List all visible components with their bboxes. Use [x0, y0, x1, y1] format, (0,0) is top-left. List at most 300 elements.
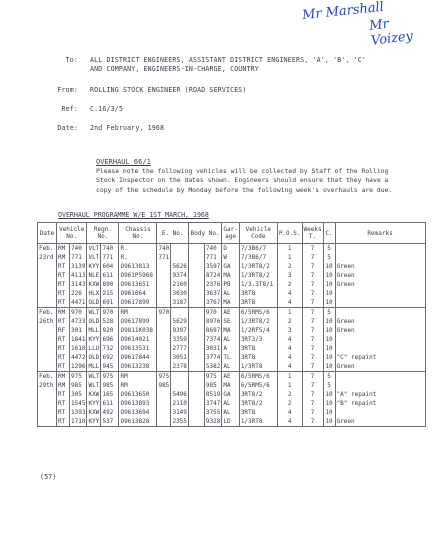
cell-weeks-t: 7	[302, 399, 323, 408]
cell-veh-num: 1545	[71, 400, 86, 407]
cell-garage: SE	[222, 317, 239, 326]
cell-e-num: 2355	[172, 418, 187, 425]
cell-body-prefix	[188, 253, 204, 262]
table-row	[38, 298, 426, 308]
cell-e-num: 5496	[172, 391, 187, 398]
cell-weeks-t: 7	[302, 417, 323, 427]
handwritten-name-2: Mr Voizey	[368, 16, 414, 49]
cell-remarks	[335, 308, 425, 318]
overhaul-table	[37, 222, 426, 427]
cell-weeks-c: 10	[323, 271, 335, 280]
cell-veh-num: 4113	[71, 272, 86, 279]
cell-remarks	[335, 372, 425, 382]
cell-chassis: RM	[119, 308, 157, 318]
cell-vehicle-code: 3RT3/3	[239, 335, 277, 344]
cell-e-num: 3030	[172, 290, 187, 297]
cell-regn-prefix: KYY	[88, 400, 100, 407]
cell-regn-num: 696	[101, 335, 119, 344]
cell-vehicle-code: 7/3B6/7	[239, 244, 277, 254]
cell-e-num: 5629	[172, 318, 187, 325]
cell-remarks	[335, 289, 425, 298]
cell-regn-prefix: HLX	[88, 290, 100, 297]
cell-garage: A	[222, 344, 239, 353]
cell-regn-prefix: OLD	[88, 299, 100, 306]
cell-chassis: R.	[119, 244, 157, 254]
cell-remarks	[335, 408, 425, 417]
cell-body-prefix	[188, 271, 204, 280]
cell-regn-num: 740	[101, 244, 119, 254]
table-row	[38, 253, 426, 262]
cell-e-prefix	[157, 317, 171, 326]
cell-weeks-c: 5	[323, 253, 335, 262]
cell-remarks: "A" repaint	[335, 390, 425, 399]
cell-chassis: O9613813	[119, 262, 157, 271]
cell-body-prefix	[188, 308, 204, 318]
cell-chassis: RM	[119, 372, 157, 382]
table-row	[38, 344, 426, 353]
cell-veh-type: RT	[57, 390, 70, 399]
table-body	[38, 244, 426, 427]
cell-pos: 1	[277, 372, 302, 382]
cell-regn-num: 611	[101, 399, 119, 408]
cell-weeks-t: 7	[302, 308, 323, 318]
cell-regn-prefix: KYY	[88, 418, 100, 425]
date-label: Date:	[57, 124, 78, 132]
cell-garage: AL	[222, 408, 239, 417]
cell-regn-prefix: KYY	[88, 336, 100, 343]
cell-garage: LD	[222, 417, 239, 427]
cell-weeks-t: 7	[302, 253, 323, 262]
cell-chassis: O9617899	[119, 317, 157, 326]
cell-chassis: O9613238	[119, 362, 157, 372]
cell-veh-num: 305	[70, 390, 87, 399]
cell-weeks-t: 7	[302, 271, 323, 280]
cell-body-num: 3755	[205, 409, 221, 416]
cell-weeks-c: 10	[323, 362, 335, 372]
cell-regn-num: 492	[101, 408, 119, 417]
table-row	[38, 408, 426, 417]
cell-weeks-c: 10	[323, 298, 335, 308]
cell-veh-type: RM	[57, 372, 70, 382]
cell-weeks-c: 10	[323, 399, 335, 408]
cell-body-prefix	[188, 362, 204, 372]
cell-chassis: O9613828	[119, 417, 157, 427]
cell-body-num: 8724	[205, 272, 221, 279]
cell-regn-prefix: KXW	[88, 409, 100, 416]
table-row	[38, 244, 426, 254]
table-row	[38, 271, 426, 280]
cell-body-prefix	[188, 399, 204, 408]
cell-pos: 4	[277, 408, 302, 417]
cell-veh-type: RT	[57, 353, 70, 362]
cell-body-num: 5382	[205, 363, 221, 370]
cell-body-prefix	[188, 408, 204, 417]
cell-chassis: R.	[119, 253, 157, 262]
cell-e-prefix	[157, 280, 171, 289]
cell-regn-prefix: WLT	[88, 309, 100, 316]
table-row	[38, 280, 426, 289]
cell-date	[38, 298, 57, 308]
cell-regn-prefix: KYY	[88, 263, 100, 270]
cell-date	[38, 390, 57, 399]
cell-veh-type: RT	[57, 298, 70, 308]
cell-remarks: Green	[335, 280, 425, 289]
cell-e-prefix	[157, 344, 171, 353]
cell-body-num: 3637	[205, 290, 221, 297]
ref-value: C.16/3/5	[90, 105, 123, 113]
cell-pos: 1	[277, 244, 302, 254]
cell-date	[38, 353, 57, 362]
cell-weeks-t: 7	[302, 353, 323, 362]
cell-regn-num: 215	[101, 289, 119, 298]
ref-label: Ref:	[61, 105, 78, 113]
col-weeks-c: C.	[323, 223, 335, 244]
cell-body-num: 7374	[205, 336, 221, 343]
cell-date	[38, 289, 57, 298]
from-line	[36, 86, 247, 94]
cell-veh-num: 740	[70, 244, 87, 254]
cell-pos: 2	[277, 262, 302, 271]
cell-e-prefix	[157, 408, 171, 417]
cell-body-prefix	[188, 353, 204, 362]
cell-pos: 2	[277, 317, 302, 326]
cell-body-num: 3031	[205, 345, 221, 352]
cell-remarks: Green	[335, 417, 425, 427]
cell-vehicle-code: 3RT8/2	[239, 390, 277, 399]
cell-veh-type: RM	[57, 244, 70, 254]
cell-veh-num: 975	[70, 372, 87, 382]
cell-regn-num: 611	[101, 271, 119, 280]
cell-e-prefix	[157, 271, 171, 280]
cell-veh-num: 4733	[71, 318, 86, 325]
col-date: Date	[38, 223, 57, 244]
cell-chassis: O9613651	[119, 280, 157, 289]
cell-date	[38, 280, 57, 289]
cell-weeks-c: 5	[323, 381, 335, 390]
cell-body-num: 740	[204, 244, 221, 254]
cell-remarks: Green	[335, 271, 425, 280]
cell-regn-num: 732	[101, 344, 119, 353]
cell-veh-num: 226	[70, 289, 87, 298]
cell-e-prefix	[157, 362, 171, 372]
cell-regn-prefix: WLT	[88, 382, 100, 389]
cell-garage: AL	[222, 335, 239, 344]
cell-e-num: 2777	[172, 345, 187, 352]
cell-body-prefix	[188, 344, 204, 353]
cell-e-prefix	[157, 262, 171, 271]
cell-e-prefix	[157, 417, 171, 427]
to-value-1: ALL DISTRICT ENGINEERS, ASSISTANT DISTRICT ENGINEERS, 'A', 'B', 'C'	[90, 56, 367, 64]
cell-weeks-c: 10	[323, 408, 335, 417]
cell-body-num: 3774	[205, 354, 221, 361]
cell-regn-prefix: OLD	[88, 354, 100, 361]
cell-veh-num: 771	[70, 253, 87, 262]
cell-e-prefix: 771	[158, 254, 170, 261]
cell-weeks-c: 10	[323, 417, 335, 427]
cell-e-num: 9397	[172, 327, 187, 334]
cell-regn-prefix: NLE	[88, 272, 100, 279]
cell-body-prefix	[188, 417, 204, 427]
to-label: To:	[65, 56, 78, 64]
cell-pos: 2	[277, 399, 302, 408]
cell-date	[38, 344, 57, 353]
cell-veh-type: RT	[57, 335, 70, 344]
cell-e-prefix	[157, 289, 171, 298]
cell-vehicle-code: 1/3RT8/2	[239, 271, 277, 280]
cell-regn-num: 604	[101, 262, 119, 271]
handwritten-name-1: Mr Marshall	[301, 0, 385, 24]
cell-veh-type: RT	[57, 289, 70, 298]
cell-pos: 4	[277, 335, 302, 344]
cell-regn-num: 528	[101, 317, 119, 326]
cell-regn-prefix: MLL	[88, 363, 100, 370]
cell-date: Feb.	[38, 372, 57, 382]
cell-garage: MA	[222, 298, 239, 308]
date-line	[36, 124, 164, 132]
cell-date: 26th	[38, 317, 57, 326]
cell-remarks	[335, 381, 425, 390]
cell-e-num: 3149	[172, 409, 187, 416]
cell-e-num	[171, 381, 188, 390]
cell-remarks: Green	[335, 326, 425, 335]
cell-weeks-t: 7	[302, 372, 323, 382]
cell-veh-type: RM	[57, 308, 70, 318]
cell-veh-type: RT	[57, 280, 70, 289]
col-garage: Gar- age	[222, 223, 239, 244]
table-header-row	[38, 223, 426, 244]
handwritten-annotation	[300, 0, 435, 49]
cell-pos: 4	[277, 417, 302, 427]
cell-date	[38, 362, 57, 372]
cell-body-prefix	[188, 326, 204, 335]
cell-date	[38, 262, 57, 271]
cell-weeks-t: 7	[302, 280, 323, 289]
cell-vehicle-code: 3RT8	[239, 353, 277, 362]
cell-weeks-t: 7	[302, 244, 323, 254]
table-row	[38, 399, 426, 408]
cell-chassis: O9613531	[119, 344, 157, 353]
cell-remarks	[335, 344, 425, 353]
cell-garage: GA	[222, 390, 239, 399]
cell-pos: 1	[277, 381, 302, 390]
cell-veh-num: 1296	[71, 363, 86, 370]
cell-e-num: 3051	[172, 354, 187, 361]
cell-weeks-c: 10	[323, 280, 335, 289]
cell-e-num	[171, 253, 188, 262]
cell-regn-prefix: MLL	[88, 327, 100, 334]
cell-chassis: O9613694	[119, 408, 157, 417]
cell-regn-num: 890	[101, 280, 119, 289]
from-label: From:	[57, 86, 78, 94]
cell-garage: TL	[222, 353, 239, 362]
cell-veh-type: RT	[57, 317, 70, 326]
cell-pos: 4	[277, 344, 302, 353]
cell-weeks-t: 7	[302, 408, 323, 417]
cell-body-num: 970	[204, 308, 221, 318]
cell-e-num	[171, 244, 188, 254]
cell-vehicle-code: 3RT8	[239, 289, 277, 298]
cell-weeks-c: 10	[323, 335, 335, 344]
cell-regn-num: 975	[101, 372, 119, 382]
cell-remarks: "B" repaint	[335, 399, 425, 408]
cell-veh-num: 1710	[71, 418, 86, 425]
cell-weeks-t: 7	[302, 381, 323, 390]
cell-vehicle-code: 6/5RM5/6	[239, 381, 277, 390]
page-number: (57)	[40, 473, 57, 481]
table-row	[38, 390, 426, 399]
cell-e-prefix: 740	[158, 245, 170, 252]
cell-body-num: 975	[204, 372, 221, 382]
cell-veh-type: RT	[57, 417, 70, 427]
cell-date	[38, 399, 57, 408]
cell-veh-type: RM	[57, 253, 70, 262]
cell-veh-num: 301	[70, 326, 87, 335]
cell-remarks: Green	[335, 262, 425, 271]
cell-weeks-t: 7	[302, 317, 323, 326]
cell-weeks-c: 5	[323, 308, 335, 318]
cell-pos: 4	[277, 289, 302, 298]
cell-date	[38, 271, 57, 280]
to-value-2: AND COMPANY, ENGINEERS-IN-CHARGE, COUNTRY	[90, 65, 259, 73]
cell-body-num: 3597	[205, 263, 221, 270]
cell-body-prefix	[188, 244, 204, 254]
cell-e-prefix	[157, 390, 171, 399]
ref-line	[36, 105, 123, 113]
cell-e-num	[171, 308, 188, 318]
cell-regn-num: 537	[101, 417, 119, 427]
cell-weeks-c: 10	[323, 326, 335, 335]
cell-e-prefix: 985	[158, 382, 170, 389]
table-row	[38, 353, 426, 362]
cell-pos: 2	[277, 280, 302, 289]
cell-pos: 3	[277, 271, 302, 280]
cell-vehicle-code: 1/3RT8	[239, 417, 277, 427]
cell-garage: GA	[222, 262, 239, 271]
cell-weeks-t: 7	[302, 390, 323, 399]
cell-vehicle-code: 3RT8/2	[239, 399, 277, 408]
table-row	[38, 381, 426, 390]
table-row	[38, 289, 426, 298]
cell-e-prefix: 975	[158, 373, 170, 380]
cell-regn-prefix: VLT	[88, 254, 100, 261]
cell-remarks: Green	[335, 362, 425, 372]
table-row	[38, 326, 426, 335]
cell-veh-num: 985	[70, 381, 87, 390]
cell-body-prefix	[188, 289, 204, 298]
col-regn-no: Regn. No.	[87, 223, 119, 244]
cell-e-prefix	[157, 399, 171, 408]
cell-veh-type: RT	[57, 262, 70, 271]
cell-regn-prefix: VLT	[88, 245, 100, 252]
cell-vehicle-code: 1/3.3T8/1	[239, 280, 277, 289]
cell-body-prefix	[188, 381, 204, 390]
cell-body-num: 9328	[205, 418, 221, 425]
cell-body-num: 771	[204, 253, 221, 262]
cell-body-prefix	[188, 390, 204, 399]
cell-body-num: 3767	[205, 299, 221, 306]
cell-veh-type: RM	[57, 381, 70, 390]
cell-e-num	[171, 372, 188, 382]
table-row	[38, 417, 426, 427]
cell-vehicle-code: 6/5RM5/6	[239, 308, 277, 318]
cell-date: Feb.	[38, 244, 57, 254]
cell-regn-num: 771	[101, 253, 119, 262]
cell-body-prefix	[188, 280, 204, 289]
cell-regn-prefix: KXW	[88, 391, 100, 398]
cell-veh-num: 4472	[71, 354, 86, 361]
cell-e-num: 5626	[172, 263, 187, 270]
cell-body-num: 2376	[205, 281, 221, 288]
cell-vehicle-code: 3RT8	[239, 344, 277, 353]
table-row	[38, 372, 426, 382]
cell-garage: AL	[222, 289, 239, 298]
cell-regn-num: 165	[101, 390, 119, 399]
to-line-1	[36, 56, 366, 64]
cell-weeks-t: 7	[302, 335, 323, 344]
col-chassis-no: Chassis No.	[119, 223, 157, 244]
cell-body-num: 8976	[205, 318, 221, 325]
cell-weeks-c: 10	[323, 317, 335, 326]
cell-body-prefix	[188, 372, 204, 382]
cell-e-num: 3187	[172, 299, 187, 306]
cell-weeks-t: 7	[302, 262, 323, 271]
cell-e-num: 3359	[172, 336, 187, 343]
cell-weeks-c: 10	[323, 353, 335, 362]
cell-date	[38, 417, 57, 427]
cell-e-num: 2160	[172, 281, 187, 288]
cell-regn-prefix: OLD	[88, 318, 100, 325]
programme-title: OVERHAUL PROGRAMME W/E 1ST MARCH, 1968	[58, 211, 209, 219]
cell-date: 23rd	[38, 253, 57, 262]
table-row	[38, 262, 426, 271]
cell-veh-type: RT	[57, 399, 70, 408]
cell-weeks-c: 10	[323, 289, 335, 298]
cell-veh-type: RF	[57, 326, 70, 335]
cell-vehicle-code: 1/3RT8	[239, 362, 277, 372]
col-vehicle-no: Vehicle No.	[57, 223, 87, 244]
cell-date: 29th	[38, 381, 57, 390]
cell-regn-num: 920	[101, 326, 119, 335]
cell-chassis: O961064	[119, 289, 157, 298]
cell-body-num: 8519	[205, 391, 221, 398]
cell-vehicle-code: 3RT8	[239, 408, 277, 417]
cell-regn-prefix: WLT	[88, 373, 100, 380]
cell-regn-num: 985	[101, 381, 119, 390]
cell-vehicle-code: 1/2RF5/4	[239, 326, 277, 335]
cell-veh-type: RT	[57, 271, 70, 280]
cell-pos: 4	[277, 362, 302, 372]
cell-date	[38, 408, 57, 417]
cell-weeks-c: 10	[323, 262, 335, 271]
to-line-2	[36, 65, 259, 73]
cell-chassis: O961P5968	[119, 271, 157, 280]
table-row	[38, 308, 426, 318]
cell-remarks: "C" repaint	[335, 353, 425, 362]
cell-e-num: 9374	[172, 272, 187, 279]
cell-body-prefix	[188, 335, 204, 344]
cell-e-num: 2378	[172, 363, 187, 370]
subject-heading: OVERHAUL 66/1	[96, 158, 151, 166]
cell-weeks-c: 10	[323, 344, 335, 353]
cell-garage: D	[222, 244, 239, 254]
cell-body-num: 8697	[205, 327, 221, 334]
cell-regn-num: 945	[101, 362, 119, 372]
cell-weeks-c: 10	[323, 390, 335, 399]
cell-weeks-t: 7	[302, 326, 323, 335]
cell-chassis: O9617899	[119, 298, 157, 308]
cell-e-prefix	[157, 335, 171, 344]
cell-remarks	[335, 244, 425, 254]
